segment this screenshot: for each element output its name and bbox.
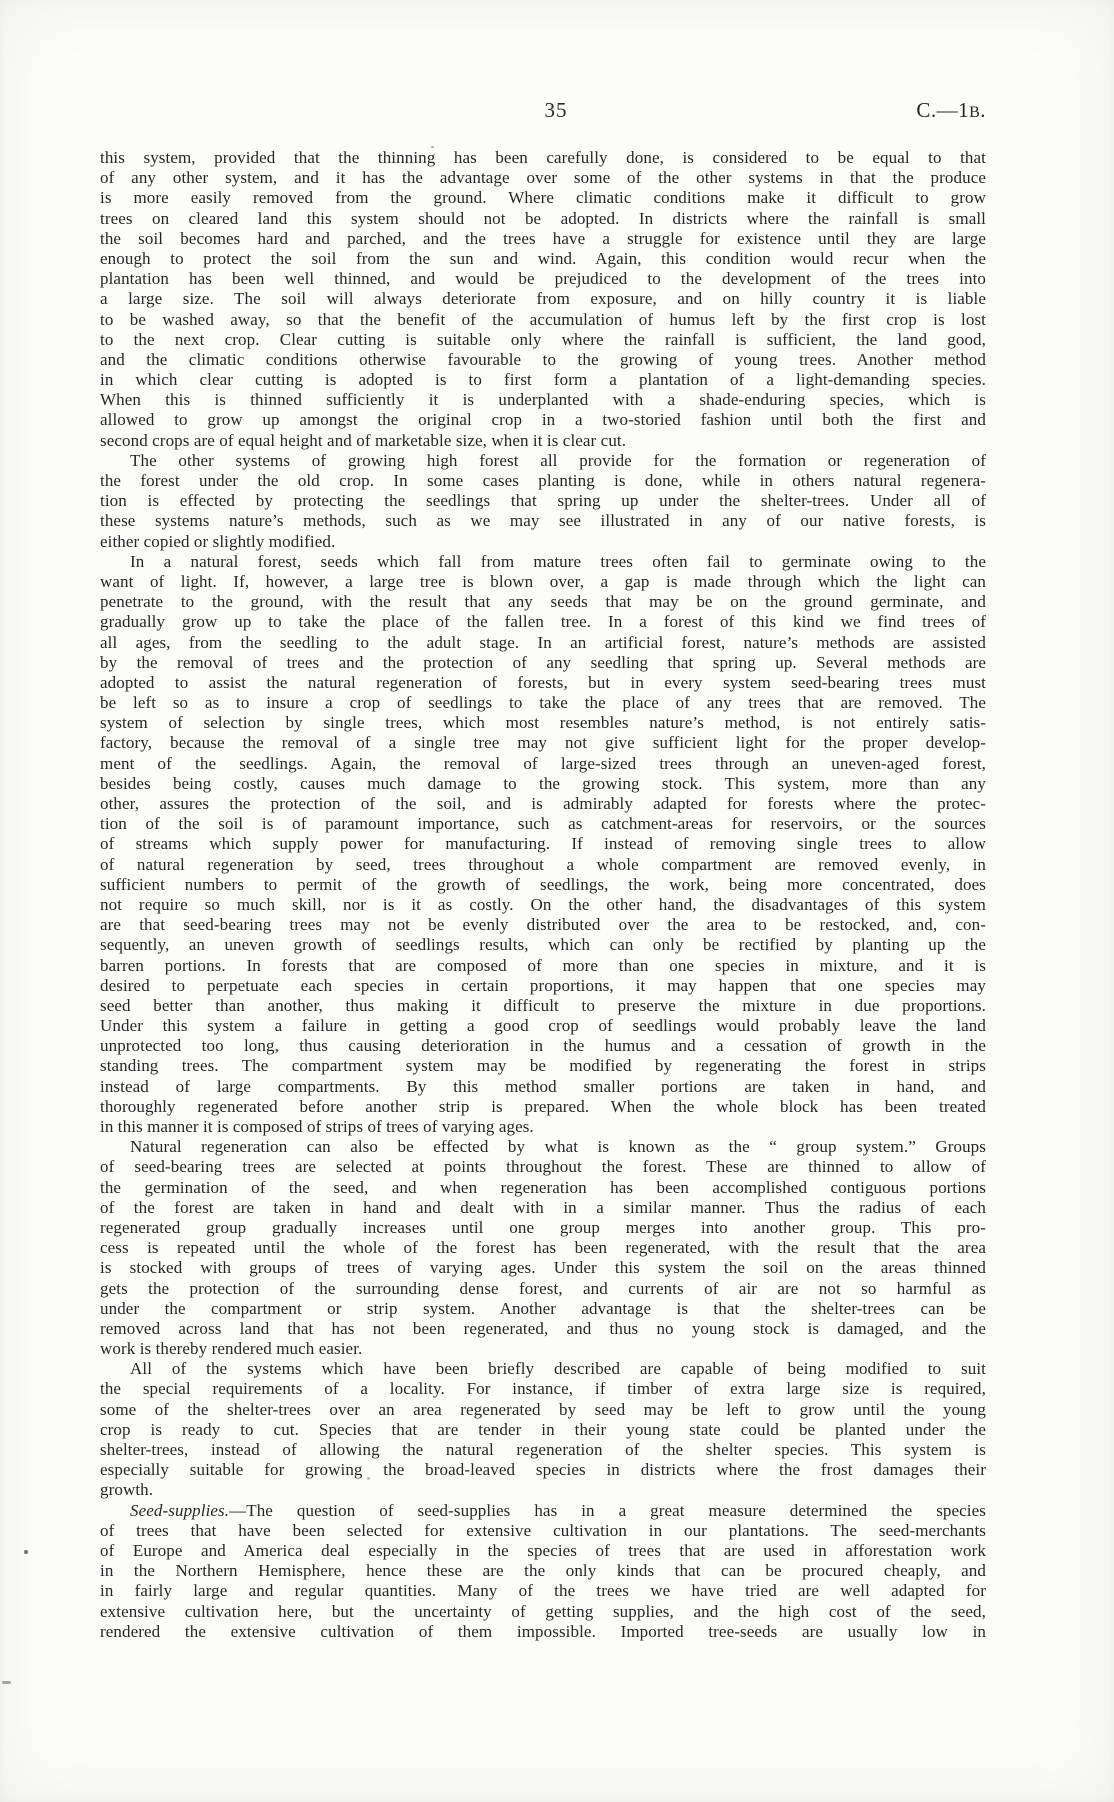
text-line: and the climatic conditions otherwise favourable to the growing of young trees. Another method (100, 349, 986, 369)
text-line: other, assures the protection of the soil, and is admirably adapted for forests where the protec- (100, 794, 986, 813)
text-line: by the removal of trees and the protection of any seedling that spring up. Several methods are (100, 652, 986, 672)
text-line: All of the systems which have been briefly described are capable of being modified to suit (130, 1359, 986, 1379)
text-line: especially suitable for growing the broad-leaved species in districts where the frost damages their (100, 1460, 986, 1480)
page-content (100, 98, 986, 1642)
document-reference-smallcap: B (969, 104, 981, 121)
paragraph (100, 1501, 986, 1642)
text-line: gradually grow up to take the place of the fallen tree. In a forest of this kind we find trees of (100, 612, 986, 632)
scan-speck (24, 1550, 28, 1554)
text-line: of any other system, and it has the advantage over some of the other systems in that the produce (100, 168, 986, 188)
text-line: enough to protect the soil from the sun and wind. Again, this condition would recur when the (100, 248, 986, 268)
text-line: of Europe and America deal especially in the species of trees that are used in afforestation work (100, 1540, 986, 1560)
text-line: system of selection by single trees, which most resembles nature’s method, is not entirely satis- (100, 713, 986, 733)
text-line: Seed-supplies.—The question of seed-supplies has in a great measure determined the species (130, 1500, 986, 1520)
text-line: to be washed away, so that the benefit of the accumulation of humus left by the first crop is lost (100, 309, 986, 329)
text-line: allowed to grow up amongst the original crop in a two-storied fashion until both the first and (100, 410, 986, 430)
text-line: desired to perpetuate each species in certain proportions, it may happen that one species may (100, 975, 986, 995)
text-line: barren portions. In forests that are composed of more than one species in mixture, and it is (100, 955, 986, 975)
text-line: removed across land that has not been regenerated, and thus no young stock is damaged, and the (100, 1318, 986, 1338)
text-line: the forest under the old crop. In some cases planting is done, while in others natural regenera- (100, 471, 986, 490)
scan-speck (2, 1681, 11, 1684)
text-line: rendered the extensive cultivation of them impossible. Imported tree-seeds are usually low in (100, 1621, 986, 1641)
text-line: regenerated group gradually increases until one group merges into another group. This pro- (100, 1217, 986, 1237)
text-line: plantation has been well thinned, and would be prejudiced to the development of the trees into (100, 269, 986, 289)
text-line: in which clear cutting is adopted is to first form a plantation of a light-demanding species. (100, 370, 986, 390)
paragraph (100, 148, 986, 451)
text-line: of natural regeneration by seed, trees throughout a whole compartment are removed evenly, in (100, 854, 986, 874)
text-line: seed better than another, thus making it difficult to preserve the mixture in due proportions. (100, 995, 986, 1015)
text-line: of streams which supply power for manufacturing. If instead of removing single trees to allow (100, 834, 986, 854)
text-line: crop is ready to cut. Species that are tender in their young state could be planted under the (100, 1419, 986, 1439)
text-line: trees on cleared land this system should not be adopted. In districts where the rainfall is small (100, 208, 986, 228)
text-line: in this manner it is composed of strips of trees of varying ages. (100, 1117, 534, 1136)
text-line: are that seed-bearing trees may not be evenly distributed over the area to be restocked, and, con- (100, 915, 986, 935)
text-line: a large size. The soil will always deteriorate from exposure, and on hilly country it is liable (100, 289, 986, 309)
text-line: cess is repeated until the whole of the forest has been regenerated, with the result that the area (100, 1238, 986, 1258)
text-line: the soil becomes hard and parched, and the trees have a struggle for existence until they are large (100, 228, 986, 248)
paragraph (100, 1359, 986, 1500)
text-line: tion is effected by protecting the seedlings that spring up under the shelter-trees. Under all of (100, 491, 986, 511)
text-line: of trees that have been selected for extensive cultivation in our plantations. The seed-merchants (100, 1520, 986, 1540)
text-line: growth. (100, 1480, 154, 1500)
text-line: sequently, an uneven growth of seedlings results, which can only be rectified by planting up the (100, 935, 986, 955)
text-line: The other systems of growing high forest all provide for the formation or regeneration of (130, 450, 986, 470)
text-line: of seed-bearing trees are selected at points throughout the forest. These are thinned to allow of (100, 1157, 986, 1177)
text-line: extensive cultivation here, but the uncertainty of getting supplies, and the high cost of the seed, (100, 1601, 986, 1621)
italic-lead: Seed-supplies. (130, 1500, 230, 1520)
text-line: besides being costly, causes much damage to the growing stock. This system, more than any (100, 773, 986, 793)
text-line: gets the protection of the surrounding dense forest, and currents of air are not so harmful as (100, 1278, 986, 1298)
text-line: standing trees. The compartment system may be modified by regenerating the forest in strips (100, 1056, 986, 1076)
text-line: second crops are of equal height and of marketable size, when it is clear cut. (100, 430, 627, 450)
text-line: not require so much skill, nor is it as costly. On the other hand, the disadvantages of this system (100, 894, 986, 914)
text-line: all ages, from the seedling to the adult stage. In an artificial forest, nature’s methods are assisted (100, 632, 986, 652)
text-line: unprotected too long, thus causing deterioration in the humus and a cessation of growth in the (100, 1036, 986, 1056)
document-reference (916, 98, 986, 123)
text-line: is more easily removed from the ground. Where climatic conditions make it difficult to grow (100, 188, 986, 208)
text-line: to the next crop. Clear cutting is suitable only where the rainfall is sufficient, the land good, (100, 329, 986, 349)
text-line: be left so as to insure a crop of seedlings to take the place of any trees that are removed. The (100, 693, 986, 713)
text-line: Under this system a failure in getting a good crop of seedlings would probably leave the land (100, 1016, 986, 1036)
text-line: thoroughly regenerated before another strip is prepared. When the whole block has been treated (100, 1096, 986, 1116)
text-line: either copied or slightly modified. (100, 531, 336, 551)
text-line: adopted to assist the natural regeneration of forests, but in every system seed-bearing trees must (100, 672, 986, 692)
text-line: When this is thinned sufficiently it is underplanted with a shade-enduring species, which is (100, 390, 986, 410)
text-line: the germination of the seed, and when regeneration has been accomplished contiguous portions (100, 1177, 986, 1197)
text-line: work is thereby rendered much easier. (100, 1339, 363, 1359)
text-line: the special requirements of a locality. For instance, if timber of extra large size is required, (100, 1379, 986, 1399)
text-line: this system, provided that the thinning has been carefully done, is considered to be equal to that (100, 148, 986, 167)
paragraph (100, 1137, 986, 1359)
text-line: tion of the soil is of paramount importance, such as catchment-areas for reservoirs, or the sources (100, 814, 986, 834)
paragraph (100, 552, 986, 1137)
text-line: is stocked with groups of trees of varying ages. Under this system the soil on the areas thinned (100, 1258, 986, 1278)
text-line: ment of the seedlings. Again, the removal of large-sized trees through an uneven-aged forest, (100, 753, 986, 773)
document-reference-main: C.—1 (916, 98, 970, 122)
text-line: In a natural forest, seeds which fall from mature trees often fail to germinate owing to the (130, 551, 986, 571)
text-line: penetrate to the ground, with the result that any seeds that may be on the ground germinate, and (100, 592, 986, 612)
text-line: under the compartment or strip system. Another advantage is that the shelter-trees can be (100, 1298, 986, 1318)
text-line: some of the shelter-trees over an area regenerated by seed may be left to grow until the young (100, 1399, 986, 1419)
text-line: want of light. If, however, a large tree is blown over, a gap is made through which the light can (100, 571, 986, 591)
text-line: in the Northern Hemisphere, hence these are the only kinds that can be procured cheaply, and (100, 1561, 986, 1581)
text-line: of the forest are taken in hand and dealt with in a similar manner. Thus the radius of each (100, 1197, 986, 1217)
text-line: instead of large compartments. By this method smaller portions are taken in hand, and (100, 1076, 986, 1096)
text-line: factory, because the removal of a single tree may not give sufficient light for the proper develop- (100, 733, 986, 753)
text-line: sufficient numbers to permit of the growth of seedlings, the work, being more concentrated, does (100, 874, 986, 894)
text-line: in fairly large and regular quantities. Many of the trees we have tried are well adapted for (100, 1581, 986, 1601)
page-number: 35 (544, 98, 568, 122)
document-reference-period: . (980, 98, 986, 122)
paragraph (100, 451, 986, 552)
text-line: Natural regeneration can also be effected by what is known as the “ group system.” Groups (130, 1137, 986, 1157)
text-line: shelter-trees, instead of allowing the natural regeneration of the shelter species. This system is (100, 1440, 986, 1459)
body-text (100, 148, 986, 1642)
page-header (100, 98, 986, 126)
text-line: these systems nature’s methods, such as we may see illustrated in any of our native forests, is (100, 511, 986, 531)
